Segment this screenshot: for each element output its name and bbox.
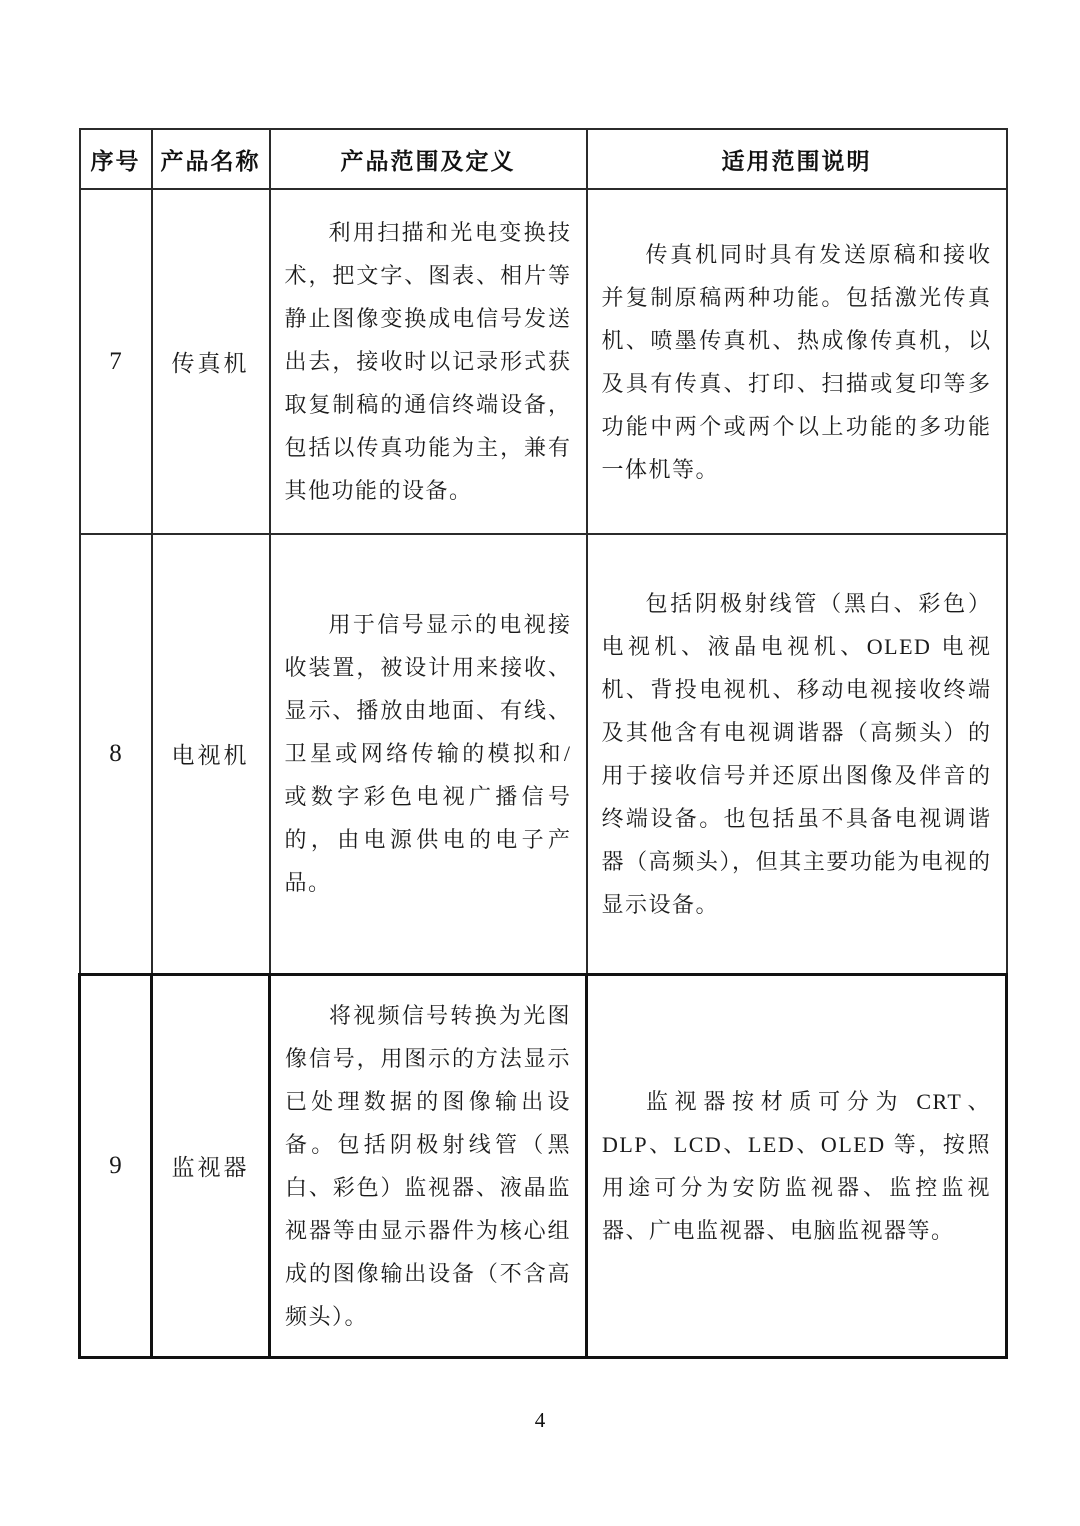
row-index: 9 xyxy=(80,974,152,1357)
scope-text: 传真机同时具有发送原稿和接收并复制原稿两种功能。包括激光传真机、喷墨传真机、热成像传真机，以及具有传真、打印、扫描或复印等多功能中两个或两个以上功能的多功能一体机等。 xyxy=(601,241,992,482)
table-header-row xyxy=(80,129,1007,189)
page-number: 4 xyxy=(534,1408,546,1432)
header-definition: 产品范围及定义 xyxy=(270,129,587,189)
scope-text: 监视器按材质可分为 CRT、DLP、LCD、LED、OLED 等，按照用途可分为安防监视器、监控监视器、广电监视器、电脑监视器等。 xyxy=(602,1088,991,1243)
header-scope: 适用范围说明 xyxy=(587,129,1007,189)
table-row xyxy=(80,189,1007,534)
scope-cell xyxy=(587,189,1007,534)
table-row xyxy=(80,974,1007,1357)
header-product-name: 产品名称 xyxy=(152,129,270,189)
row-index: 8 xyxy=(80,534,152,974)
product-scope-table xyxy=(78,128,1008,1359)
definition-cell xyxy=(270,974,587,1357)
scope-text: 包括阴极射线管（黑白、彩色）电视机、液晶电视机、OLED 电视机、背投电视机、移动电视接收终端及其他含有电视调谐器（高频头）的用于接收信号并还原出图像及伴音的终端设备。也包括虽不具备电视调谐器（高频头），但其主要功能为电视的显示设备。 xyxy=(601,590,992,917)
scope-cell xyxy=(587,974,1007,1357)
product-name: 传真机 xyxy=(152,189,270,534)
definition-text: 用于信号显示的电视接收装置，被设计用来接收、显示、播放由地面、有线、卫星或网络传输的模拟和/或数字彩色电视广播信号的，由电源供电的电子产品。 xyxy=(284,612,572,896)
product-name: 监视器 xyxy=(152,974,270,1357)
definition-text: 将视频信号转换为光图像信号，用图示的方法显示已处理数据的图像输出设备。包括阴极射线管（黑白、彩色）监视器、液晶监视器等由显示器件为核心组成的图像输出设备（不含高频头）。 xyxy=(285,1002,571,1329)
header-index: 序号 xyxy=(80,129,152,189)
definition-cell xyxy=(270,189,587,534)
product-name: 电视机 xyxy=(152,534,270,974)
table-row xyxy=(80,534,1007,974)
definition-cell xyxy=(270,534,587,974)
scope-cell xyxy=(587,534,1007,974)
definition-text: 利用扫描和光电变换技术，把文字、图表、相片等静止图像变换成电信号发送出去，接收时以记录形式获取复制稿的通信终端设备，包括以传真功能为主，兼有其他功能的设备。 xyxy=(284,220,572,503)
row-index: 7 xyxy=(80,189,152,534)
